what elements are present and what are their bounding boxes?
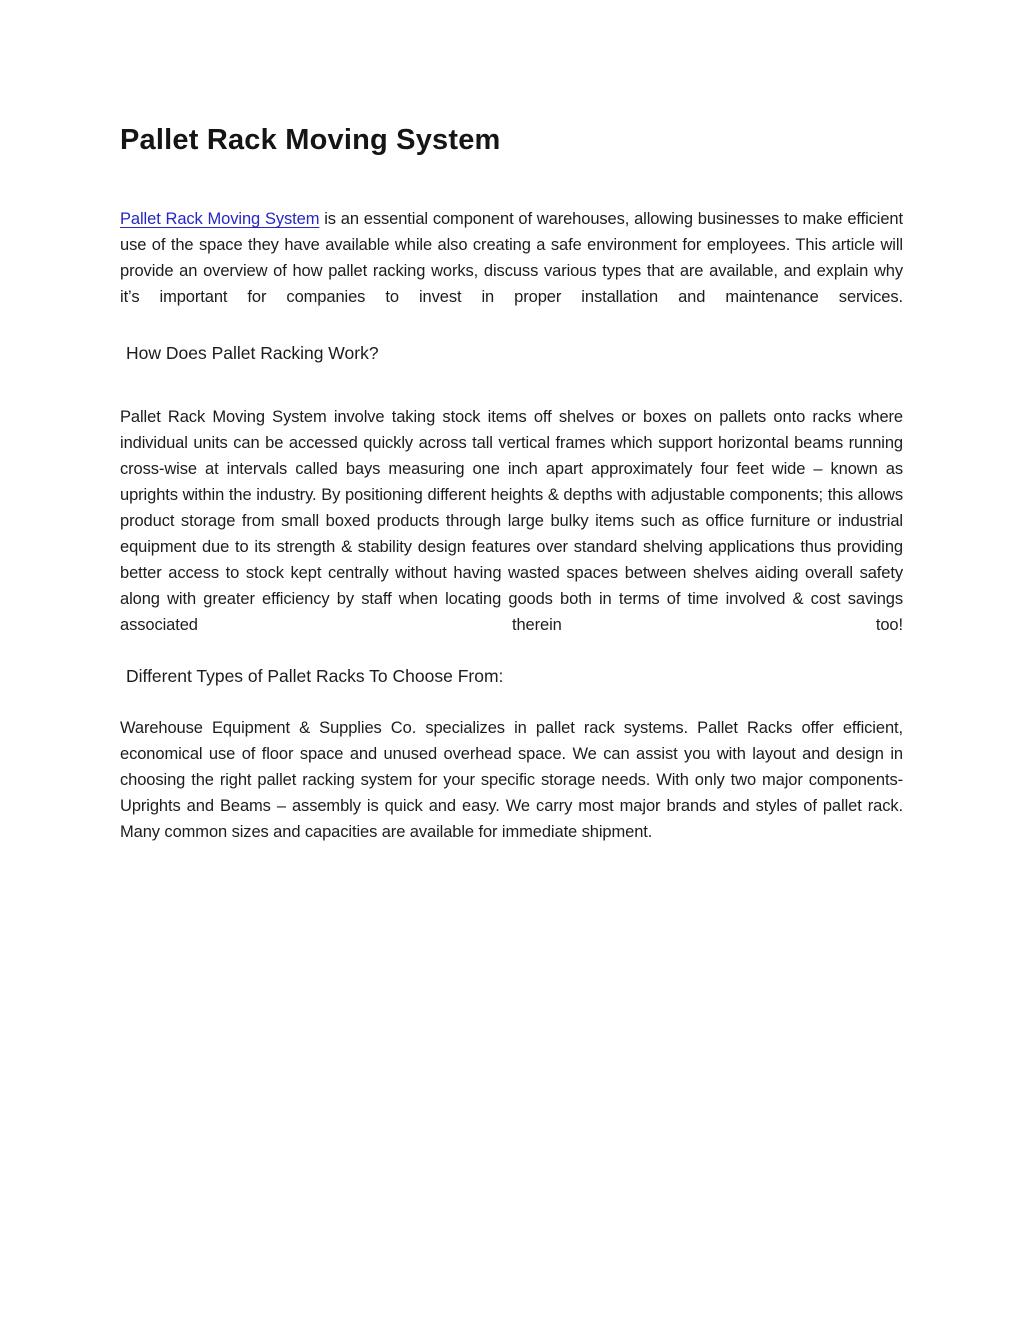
page-title: Pallet Rack Moving System — [120, 124, 501, 156]
section-heading-how-does-pallet-racking-work: How Does Pallet Racking Work? — [126, 343, 379, 363]
intro-paragraph — [120, 206, 903, 310]
intro-paragraph-text: is an essential component of warehouses, allowing businesses to make efficient use of the space they have available while also creating a safe environment for employees. This article will provide an overview of how pallet racking works, discuss various types that are available, and explain why it’s important for companies to invest in proper installation and maintenance services. — [120, 210, 903, 306]
section-heading-different-types-of-pallet-racks: Different Types of Pallet Racks To Choose From: — [126, 666, 504, 686]
pallet-rack-moving-system-link[interactable]: Pallet Rack Moving System — [120, 210, 320, 228]
section1-paragraph: Pallet Rack Moving System involve taking stock items off shelves or boxes on pallets onto racks where individual units can be accessed quickly across tall vertical frames which support horizontal beams running cross-wise at intervals called bays measuring one inch apart approximately four feet wide – known as uprights within the industry. By positioning different heights & depths with adjustable components; this allows product storage from small boxed products through large bulky items such as office furniture or industrial equipment due to its strength & stability design features over standard shelving applications thus providing better access to stock kept centrally without having wasted spaces between shelves aiding overall safety along with greater efficiency by staff when locating goods both in terms of time involved & cost savings associated therein too! — [120, 408, 903, 634]
section2-paragraph: Warehouse Equipment & Supplies Co. specializes in pallet rack systems. Pallet Racks offer efficient, economical use of floor space and unused overhead space. We can assist you with layout and design in choosing the right pallet racking system for your specific storage needs. With only two major components- Uprights and Beams – assembly is quick and easy. We carry most major brands and styles of pallet rack. Many common sizes and capacities are available for immediate shipment. — [120, 719, 903, 841]
